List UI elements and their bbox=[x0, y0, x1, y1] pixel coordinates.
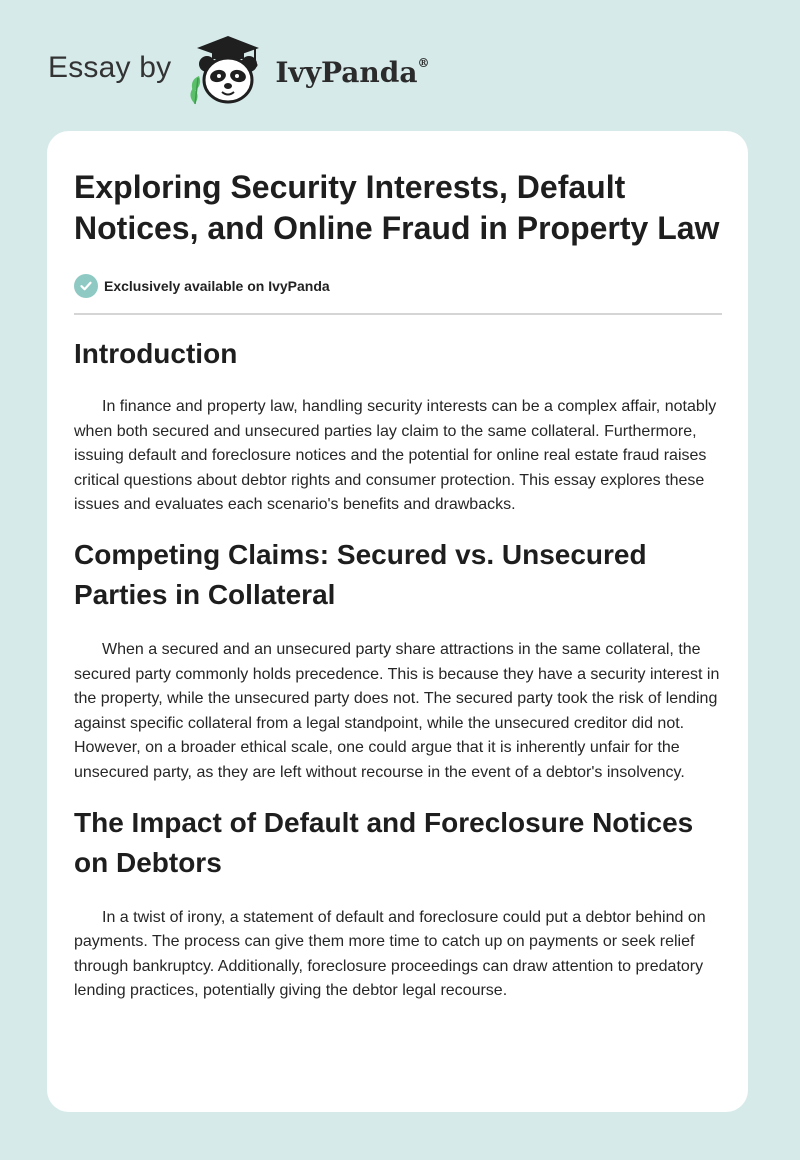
exclusive-badge bbox=[74, 273, 722, 299]
section-body-introduction: In finance and property law, handling security interests can be a complex affair, notably when both secured and unsecured parties lay claim to the same collateral. Furthermore, issuing default and foreclosure notices and the potential for online real estate fraud raises critical questions about debtor rights and consumer protection. This essay explores these issues and evaluates each scenario's benefits and drawbacks. bbox=[74, 398, 717, 514]
exclusive-badge-label: Exclusively available on IvyPanda bbox=[104, 278, 330, 294]
panda-logo-icon[interactable] bbox=[185, 34, 271, 106]
brand-name[interactable]: IvyPanda® bbox=[275, 55, 430, 89]
site-header bbox=[48, 34, 430, 106]
essay-title: Exploring Security Interests, Default Notices, and Online Fraud in Property Law bbox=[74, 169, 720, 246]
section-heading-competing-claims: Competing Claims: Secured vs. Unsecured Parties in Collateral bbox=[74, 538, 647, 610]
registered-mark: ® bbox=[417, 56, 430, 71]
essay-card bbox=[47, 131, 748, 1112]
section-body-competing-claims: When a secured and an unsecured party share attractions in the same collateral, the secured party commonly holds precedence. This is because they have a security interest in the property, while the unsecured party does not. The secured party took the risk of lending against specific collateral from a legal standpoint, while the unsecured creditor did not. However, on a broader ethical scale, one could argue that it is inherently unfair for the unsecured party, as they are left without recourse in the event of a debtor's insolvency. bbox=[74, 640, 720, 781]
section-body-default-notices: In a twist of irony, a statement of default and foreclosure could put a debtor behind on payments. The process can give them more time to catch up on payments or seek relief through bankruptcy. Additionally, foreclosure proceedings can draw attention to predatory lending practices, potentially giving the debtor legal recourse. bbox=[74, 908, 706, 1000]
check-circle-icon bbox=[74, 274, 98, 298]
section-heading-default-notices: The Impact of Default and Foreclosure Notices on Debtors bbox=[74, 806, 694, 878]
divider bbox=[74, 313, 722, 315]
section-heading-introduction: Introduction bbox=[74, 338, 238, 369]
essay-by-label: Essay by bbox=[48, 51, 172, 84]
